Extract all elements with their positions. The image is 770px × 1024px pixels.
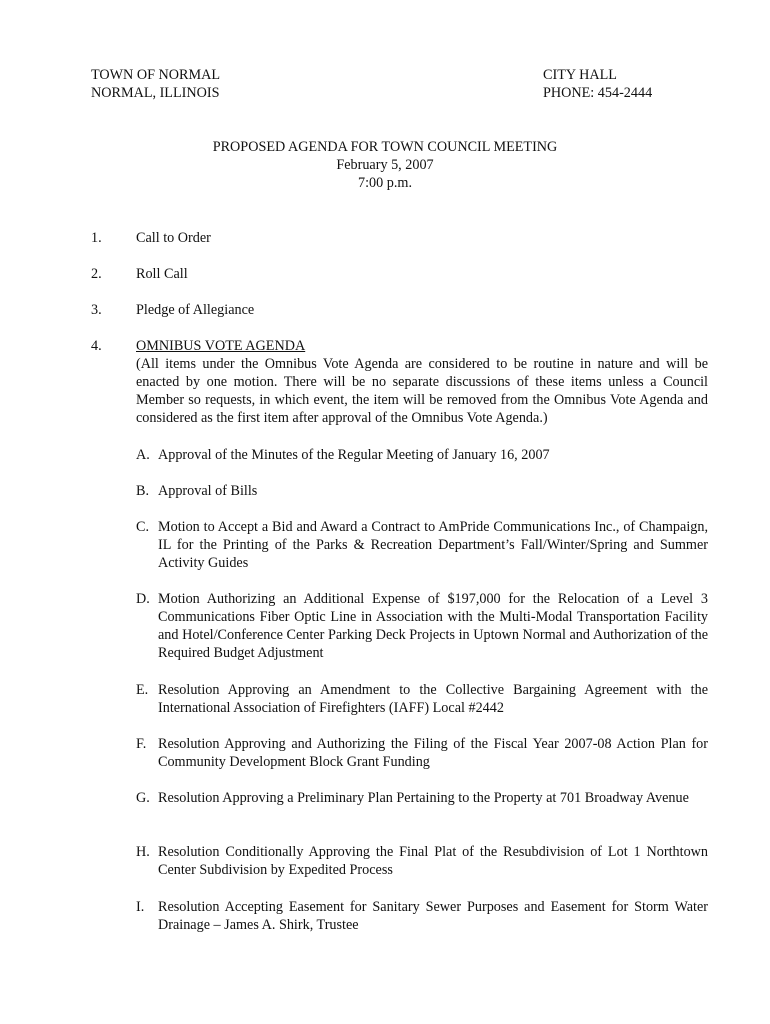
subitem-text: Resolution Approving and Authorizing the Filing of the Fiscal Year 2007-08 Action Plan for Community Development Block Grant Funding	[158, 736, 708, 770]
header-right	[543, 66, 743, 102]
item-number: 4.	[91, 338, 102, 354]
subitem-letter: C.	[136, 519, 150, 535]
subitem-text: Motion to Accept a Bid and Award a Contract to AmPride Communications Inc., of Champaign, IL for the Printing of the Parks & Recreation Department’s Fall/Winter/Spring and Summer Activity Guides	[158, 519, 708, 571]
omnibus-note: (All items under the Omnibus Vote Agenda are considered to be routine in nature and will be enacted by one motion. There will be no separate discussions of these items unless a Council Member so requests, in which event, the item will be removed from the Omnibus Vote Agenda and considered as the first item after approval of the Omnibus Vote Agenda.)	[136, 356, 708, 426]
item-text: Roll Call	[136, 266, 188, 282]
header-left	[91, 66, 391, 102]
subitem-text: Approval of Bills	[158, 483, 258, 499]
subitem-text: Resolution Approving an Amendment to the Collective Bargaining Agreement with the International Association of Firefighters (IAFF) Local #2442	[158, 682, 708, 716]
town-name: TOWN OF NORMAL	[91, 67, 221, 83]
item-number: 3.	[91, 302, 102, 318]
meeting-time: 7:00 p.m.	[358, 175, 412, 191]
subitem-letter: G.	[136, 790, 150, 806]
subitem-letter: E.	[136, 682, 149, 698]
item-number: 1.	[91, 230, 102, 246]
phone-number: PHONE: 454-2444	[543, 85, 653, 101]
item-number: 2.	[91, 266, 102, 282]
omnibus-heading: OMNIBUS VOTE AGENDA	[136, 338, 306, 354]
subitem-text: Approval of the Minutes of the Regular Meeting of January 16, 2007	[158, 447, 550, 463]
subitem-text: Resolution Conditionally Approving the Final Plat of the Resubdivision of Lot 1 Northtown Center Subdivision by Expedited Process	[158, 844, 708, 878]
page-title: PROPOSED AGENDA FOR TOWN COUNCIL MEETING	[212, 139, 558, 155]
city-hall-label: CITY HALL	[543, 67, 617, 83]
subitem-letter: D.	[136, 591, 150, 607]
subitem-text: Resolution Accepting Easement for Sanitary Sewer Purposes and Easement for Storm Water Drainage – James A. Shirk, Trustee	[158, 899, 708, 933]
title-block	[0, 138, 770, 192]
item-text: Call to Order	[136, 230, 211, 246]
item-text: Pledge of Allegiance	[136, 302, 255, 318]
subitem-letter: A.	[136, 447, 150, 463]
town-location: NORMAL, ILLINOIS	[91, 85, 220, 101]
subitem-letter: B.	[136, 483, 150, 499]
subitem-letter: F.	[136, 736, 147, 752]
subitem-text: Motion Authorizing an Additional Expense of $197,000 for the Relocation of a Level 3 Communications Fiber Optic Line in Association with the Multi-Modal Transportation Facility and Hotel/Conference Center Parking Deck Projects in Uptown Normal and Authorization of the Required Budget Adjustment	[158, 591, 708, 661]
subitem-text: Resolution Approving a Preliminary Plan Pertaining to the Property at 701 Broadway Avenue	[158, 790, 689, 806]
meeting-date: February 5, 2007	[336, 157, 434, 173]
subitem-letter: I.	[136, 899, 145, 915]
subitem-letter: H.	[136, 844, 150, 860]
